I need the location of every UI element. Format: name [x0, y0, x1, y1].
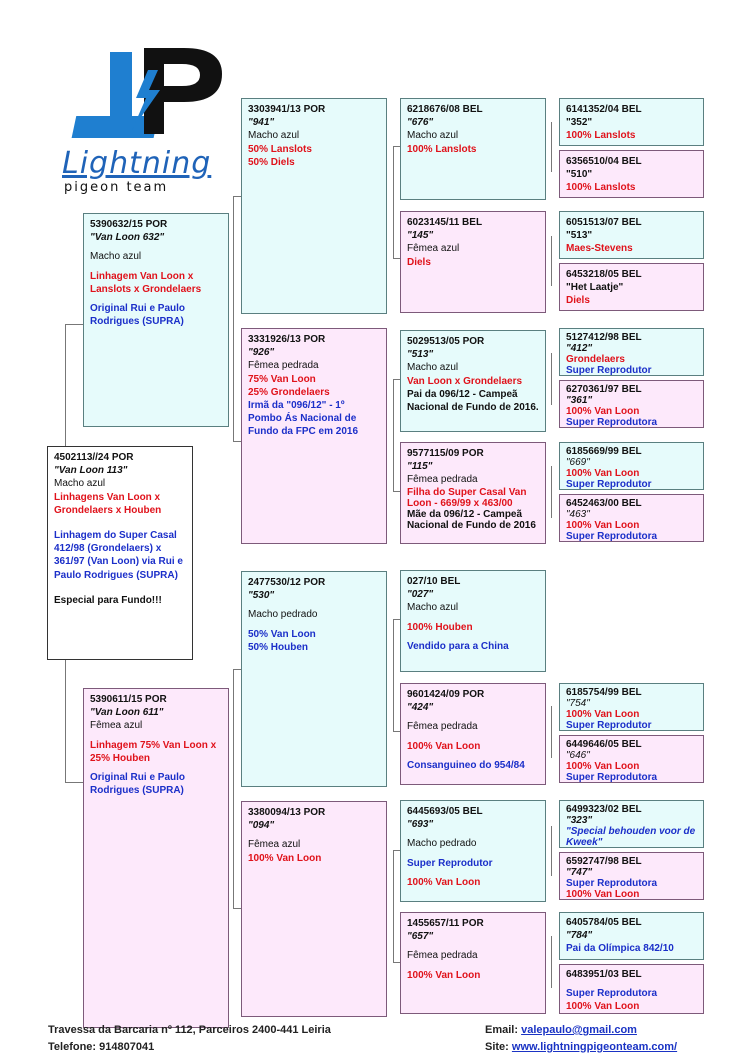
- pigeon-card-gen4: [400, 330, 546, 432]
- pigeon-name: "Van Loon 113": [54, 465, 128, 477]
- pigeon-name: "747": [566, 867, 593, 878]
- pigeon-note: Super Reprodutor: [566, 720, 652, 731]
- pigeon-bloodline: 100% Van Loon: [566, 406, 640, 417]
- pigeon-sex: Fêmea pedrada: [248, 360, 319, 372]
- pigeon-note: Super Reprodutora: [566, 988, 658, 1000]
- pigeon-name: "145": [407, 230, 434, 242]
- pigeon-name: "754": [566, 698, 590, 709]
- ring-number: 6452463/00 BEL: [566, 498, 642, 509]
- pigeon-bloodline: Linhagens Van Loon x Grondelaers x Houben: [54, 491, 162, 516]
- ring-number: 6051513/07 BEL: [566, 217, 642, 228]
- email-link[interactable]: valepaulo@gmail.com: [521, 1024, 637, 1036]
- pigeon-card-gen5: [559, 735, 704, 783]
- ring-number: 6023145/11 BEL: [407, 217, 483, 228]
- pigeon-bloodline: 100% Van Loon: [248, 852, 322, 864]
- pigeon-sex: Macho azul: [407, 130, 459, 142]
- pigeon-name: "115": [407, 461, 433, 473]
- ring-number: 3380094/13 POR: [248, 807, 326, 818]
- pigeon-sex: Fêmea pedrada: [407, 721, 478, 733]
- pigeon-bloodline: 100% Lanslots: [566, 182, 636, 194]
- ring-number: 3303941/13 POR: [248, 104, 326, 115]
- pigeon-bloodline: 100% Van Loon: [566, 520, 640, 531]
- pigeon-name: "Het Laatje": [566, 282, 624, 294]
- pigeon-card-gen4: [400, 570, 546, 672]
- pigeon-note: Pai da Olímpica 842/10: [566, 943, 674, 955]
- ring-number: 9601424/09 POR: [407, 689, 485, 700]
- pigeon-note: Especial para Fundo!!!: [54, 594, 162, 606]
- ring-number: 6405784/05 BEL: [566, 917, 642, 928]
- pigeon-card-gen3: [241, 328, 387, 544]
- pigeon-card-gen5: [559, 494, 704, 542]
- pigeon-name: "513": [407, 349, 434, 361]
- pigeon-note: Vendido para a China: [407, 640, 509, 652]
- pigeon-sex: Macho azul: [407, 602, 459, 614]
- ring-number: 1455657/11 POR: [407, 918, 484, 929]
- pigeon-name: "676": [407, 117, 434, 129]
- pigeon-card-gen5: [559, 912, 704, 960]
- pigeon-note: Super Reprodutora: [566, 878, 658, 889]
- ring-number: 027/10 BEL: [407, 576, 461, 587]
- pigeon-name: "513": [566, 230, 593, 242]
- ring-number: 5390632/15 POR: [90, 219, 168, 230]
- pigeon-bloodline: Filha do Super Casal Van Loon - 669/99 x 463/00: [407, 486, 527, 509]
- pigeon-card-gen4: [400, 683, 546, 785]
- site-label: Site:: [485, 1041, 509, 1053]
- ring-number: 5390611/15 POR: [90, 694, 167, 705]
- pigeon-bloodline: Linhagem 75% Van Loon x 25% Houben: [90, 739, 217, 764]
- pigeon-name: "352": [566, 117, 593, 129]
- pigeon-card-sire: [83, 213, 229, 427]
- pigeon-bloodline: 100% Van Loon: [407, 969, 481, 981]
- ring-number: 6218676/08 BEL: [407, 104, 483, 115]
- pigeon-name: "530": [248, 590, 275, 602]
- pigeon-card-gen4: [400, 800, 546, 902]
- ring-number: 2477530/12 POR: [248, 577, 326, 588]
- pigeon-name: "510": [566, 169, 593, 181]
- pigeon-note: Super Reprodutor: [407, 857, 493, 869]
- ring-number: 6141352/04 BEL: [566, 104, 642, 115]
- pigeon-note: Super Reprodutora: [566, 417, 658, 428]
- brand-name: Lightning: [62, 146, 212, 181]
- pigeon-name: "941": [248, 117, 275, 129]
- ring-number: 4502113//24 POR: [54, 452, 134, 463]
- ring-number: 6592747/98 BEL: [566, 856, 642, 867]
- pigeon-card-dam: [83, 688, 229, 1028]
- pigeon-sex: Macho pedrado: [248, 609, 318, 621]
- ring-number: 5029513/05 POR: [407, 336, 485, 347]
- pigeon-note: Super Reprodutor: [566, 365, 652, 376]
- pigeon-bloodline: Linhagem Van Loon x Lanslots x Grondelaers: [90, 270, 202, 295]
- ring-number: 6270361/97 BEL: [566, 384, 642, 395]
- brand-logo: [52, 42, 232, 194]
- pigeon-name: "784": [566, 930, 593, 942]
- pigeon-bloodline: 100% Van Loon: [407, 876, 481, 888]
- ring-number: 6185754/99 BEL: [566, 687, 642, 698]
- pigeon-card-gen5: [559, 683, 704, 731]
- pigeon-bloodline: Diels: [407, 256, 431, 268]
- footer-address: Travessa da Barcaria nº 112, Parceiros 2400-441 Leiria: [48, 1024, 331, 1036]
- pigeon-card-subject: [47, 446, 193, 660]
- pigeon-bloodline: 100% Lanslots: [407, 143, 477, 155]
- pigeon-sex: Fêmea azul: [248, 839, 301, 851]
- pigeon-bloodline: Van Loon x Grondelaers: [407, 375, 523, 387]
- pigeon-name: "Van Loon 611": [90, 707, 164, 719]
- pigeon-origin: Original Rui e Paulo Rodrigues (SUPRA): [90, 771, 186, 797]
- pigeon-card-gen3: [241, 801, 387, 1017]
- pigeon-bloodline: 75% Van Loon: [248, 373, 316, 385]
- ring-number: 6185669/99 BEL: [566, 446, 642, 457]
- ring-number: 6483951/03 BEL: [566, 969, 642, 980]
- pigeon-note: "Special behouden voor de Kweek": [566, 826, 696, 848]
- pigeon-sex: Fêmea pedrada: [407, 950, 478, 962]
- pigeon-origin: Original Rui e Paulo Rodrigues (SUPRA): [90, 302, 186, 328]
- pigeon-sex: Macho azul: [407, 362, 459, 374]
- pigeon-bloodline: 50% Houben: [248, 641, 309, 653]
- pigeon-card-gen5: [559, 211, 704, 259]
- pigeon-card-gen5: [559, 964, 704, 1014]
- pigeon-sex: Macho azul: [90, 251, 142, 263]
- pigeon-card-gen4: [400, 98, 546, 200]
- pigeon-card-gen4: [400, 912, 546, 1014]
- pigeon-card-gen5: [559, 852, 704, 900]
- pigeon-note: Pai da 096/12 - Campeã Nacional de Fundo de 2016.: [407, 388, 539, 413]
- logo-mark-icon: [52, 42, 232, 152]
- ring-number: 6499323/02 BEL: [566, 804, 642, 815]
- ring-number: 6449646/05 BEL: [566, 739, 642, 750]
- pigeon-sex: Macho azul: [248, 130, 300, 142]
- pigeon-name: "Van Loon 632": [90, 232, 165, 244]
- pigeon-bloodline: 50% Van Loon: [248, 628, 316, 640]
- pigeon-bloodline: Diels: [566, 295, 590, 307]
- pigeon-card-gen5: [559, 263, 704, 311]
- pigeon-name: "926": [248, 347, 275, 359]
- pigeon-bloodline: 50% Lanslots: [248, 143, 312, 155]
- pigeon-name: "323": [566, 815, 593, 826]
- pigeon-bloodline: Maes-Stevens: [566, 243, 633, 255]
- pigeon-bloodline: 100% Houben: [407, 621, 473, 633]
- pigeon-note: Mãe da 096/12 - Campeã Nacional de Fundo de 2016: [407, 508, 536, 531]
- pigeon-sex: Fêmea azul: [407, 243, 460, 255]
- pigeon-note: Super Reprodutora: [566, 772, 658, 783]
- pigeon-card-gen5: [559, 380, 704, 428]
- pigeon-card-gen5: [559, 800, 704, 848]
- pigeon-card-gen5: [559, 150, 704, 198]
- pigeon-name: "361": [566, 395, 593, 406]
- ring-number: 6356510/04 BEL: [566, 156, 642, 167]
- footer-phone: Telefone: 914807041: [48, 1041, 155, 1053]
- pigeon-bloodline: 100% Van Loon: [566, 709, 640, 720]
- pigeon-bloodline: 100% Van Loon: [566, 468, 640, 479]
- ring-number: 6453218/05 BEL: [566, 269, 642, 280]
- pigeon-card-gen5: [559, 328, 704, 376]
- pigeon-bloodline: 100% Van Loon: [566, 889, 640, 900]
- pigeon-name: "412": [566, 343, 593, 354]
- pigeon-name: "657": [407, 931, 434, 943]
- pigeon-note: Super Reprodutor: [566, 479, 652, 490]
- pigeon-sex: Fêmea pedrada: [407, 474, 478, 486]
- pigeon-card-gen4: [400, 442, 546, 544]
- pigeon-name: "094": [248, 820, 275, 832]
- pigeon-sex: Fêmea azul: [90, 720, 143, 732]
- footer-site: [485, 1041, 677, 1053]
- footer-email: [485, 1024, 637, 1036]
- pigeon-card-gen3: [241, 571, 387, 787]
- pigeon-card-gen3: [241, 98, 387, 314]
- pigeon-name: "669": [566, 457, 590, 468]
- pigeon-note: Super Reprodutora: [566, 531, 658, 542]
- ring-number: 5127412/98 BEL: [566, 332, 642, 343]
- pigeon-bloodline: 100% Lanslots: [566, 130, 636, 142]
- pigeon-note: Consanguineo do 954/84: [407, 759, 525, 771]
- pigeon-bloodline: 25% Grondelaers: [248, 386, 330, 398]
- pigeon-card-gen4: [400, 211, 546, 313]
- pigeon-bloodline: Grondelaers: [566, 354, 625, 365]
- pigeon-sex: Macho pedrado: [407, 838, 477, 850]
- pigeon-bloodline: 100% Van Loon: [407, 740, 481, 752]
- pigeon-name: "646": [566, 750, 590, 761]
- ring-number: 9577115/09 POR: [407, 448, 484, 459]
- ring-number: 6445693/05 BEL: [407, 806, 483, 817]
- pigeon-card-gen5: [559, 442, 704, 490]
- email-label: Email:: [485, 1024, 519, 1036]
- pigeon-origin: Linhagem do Super Casal 412/98 (Grondelaers) x 361/97 (Van Loon) via Rui e Paulo Rodrigues (SUPRA): [54, 529, 183, 581]
- pigeon-sex: Macho azul: [54, 478, 106, 490]
- pigeon-name: "027": [407, 589, 434, 601]
- pigeon-bloodline: 100% Van Loon: [566, 761, 640, 772]
- pigeon-note: Irmã da "096/12" - 1º Pombo Ás Nacional de Fundo da FPC em 2016: [248, 399, 359, 438]
- ring-number: 3331926/13 POR: [248, 334, 326, 345]
- pigeon-name: "424": [407, 702, 434, 714]
- pigeon-name: "693": [407, 819, 434, 831]
- pigeon-card-gen5: [559, 98, 704, 146]
- brand-tagline: pigeon team: [64, 180, 169, 195]
- pigeon-name: "463": [566, 509, 590, 520]
- pigeon-bloodline: 50% Diels: [248, 156, 295, 168]
- pigeon-bloodline: 100% Van Loon: [566, 1001, 640, 1013]
- site-link[interactable]: www.lightningpigeonteam.com/: [511, 1041, 678, 1053]
